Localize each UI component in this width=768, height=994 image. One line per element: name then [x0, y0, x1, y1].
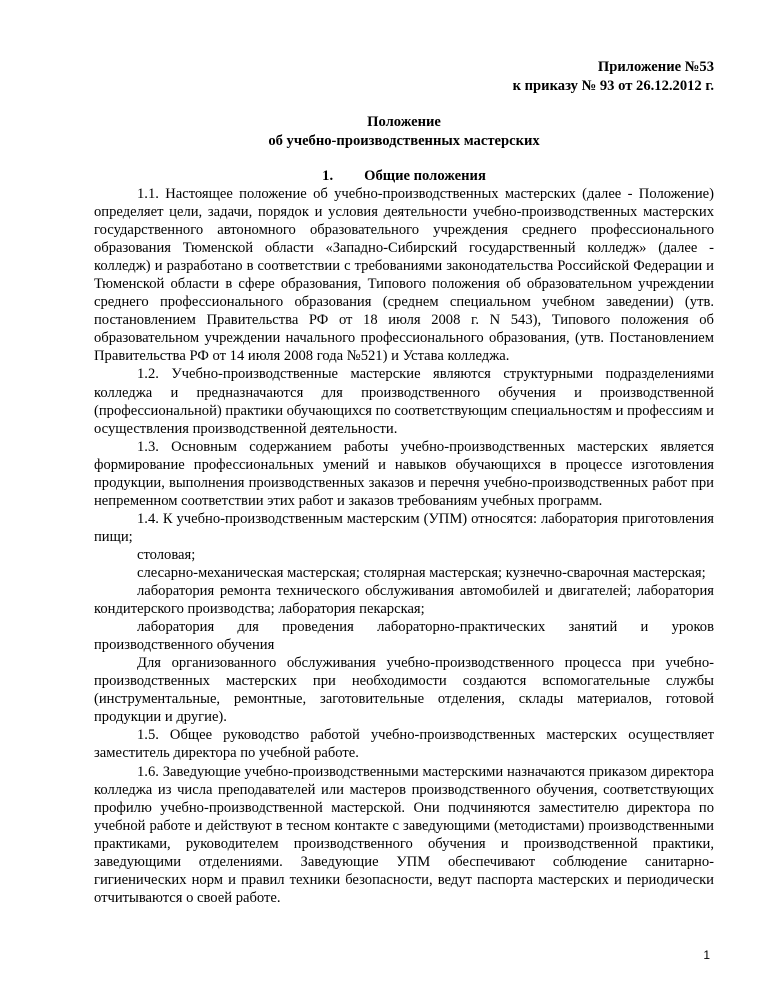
list-item-practical-lab: лаборатория для проведения лабораторно-практических занятий и уроков производственного обучения — [94, 619, 714, 654]
paragraph-1-2: 1.2. Учебно-производственные мастерские являются структурными подразделениями колледжа и предназначаются для производственного обучения и производственной (профессиональной) практики обучающихся по соответствующим специальностям и профессиям и осуществления производственной деятельности. — [94, 366, 714, 437]
paragraph-1-1: 1.1. Настоящее положение об учебно-производственных мастерских (далее - Положение) определяет цели, задачи, порядок и условия деятельности учебно-производственных мастерских государственного автономного образовательного учреждения среднего профессионального образования Тюменской области «Западно-Сибирский государственный колледж» (далее - колледж) и разработано в соответствии с требованиями законодательства Российской Федерации и Тюменской области в сфере образования, Типового положения об образовательном учреждении среднего профессионального образования (среднем специальном учебном заведении) (утв. постановлением Правительства РФ от 18 июля 2008 г. N 543), Типового положения об образовательном учреждении начального профессионального образования, (утв. Постановлением Правительства РФ от 14 июля 2008 года №521) и Устава колледжа. — [94, 186, 714, 365]
paragraph-1-4: 1.4. К учебно-производственным мастерским (УПМ) относятся: лаборатория приготовления пищи; — [94, 510, 714, 545]
section-number: 1. — [322, 168, 334, 184]
document-title — [94, 113, 714, 150]
title-line-1: Положение — [367, 114, 441, 130]
paragraph-1-5: 1.5. Общее руководство работой учебно-производственных мастерских осуществляет заместитель директора по учебной работе. — [94, 727, 714, 762]
paragraph-auxiliary-services: Для организованного обслуживания учебно-производственного процесса при учебно-производственных мастерских при необходимости создаются вспомогательные службы (инструментальные, ремонтные, заготовительные отделения, склады материалов, готовой продукции и другие). — [94, 655, 714, 726]
document-header — [94, 58, 714, 96]
section-title: Общие положения — [364, 168, 486, 184]
section-heading — [94, 167, 714, 185]
document-content — [94, 58, 714, 907]
list-item-labs: лаборатория ремонта технического обслуживания автомобилей и двигателей; лаборатория кондитерского производства; лаборатория пекарская; — [94, 583, 714, 618]
paragraph-1-3: 1.3. Основным содержанием работы учебно-производственных мастерских является формирование профессиональных умений и навыков обучающихся в процессе изготовления продукции, выполнения производственных заказов и перечня учебно-производственных работ при непременном соответствии этих работ и заказов требованиям учебных программ. — [94, 438, 714, 509]
order-reference: к приказу № 93 от 26.12.2012 г. — [512, 78, 714, 94]
appendix-label: Приложение №53 — [597, 59, 714, 75]
title-line-2: об учебно-производственных мастерских — [268, 132, 540, 149]
list-item-canteen: столовая; — [137, 546, 196, 563]
paragraph-1-6: 1.6. Заведующие учебно-производственными мастерскими назначаются приказом директора колледжа из числа преподавателей или мастеров производственного обучения, соответствующих профилю учебно-производственной мастерской. Они подчиняются заместителю директора по учебной работе и действуют в тесном контакте с заведующими (методистами) производственными практиками, руководителем производственного обучения и производственной практики, заведующими отделениями. Заведующие УПМ обеспечивают соблюдение санитарно-гигиенических норм и правил техники безопасности, ведут паспорта мастерских и периодически отчитываются о своей работе. — [94, 763, 714, 906]
list-item-workshops: слесарно-механическая мастерская; столярная мастерская; кузнечно-сварочная мастерская; — [137, 564, 706, 581]
page-number: 1 — [703, 948, 710, 962]
